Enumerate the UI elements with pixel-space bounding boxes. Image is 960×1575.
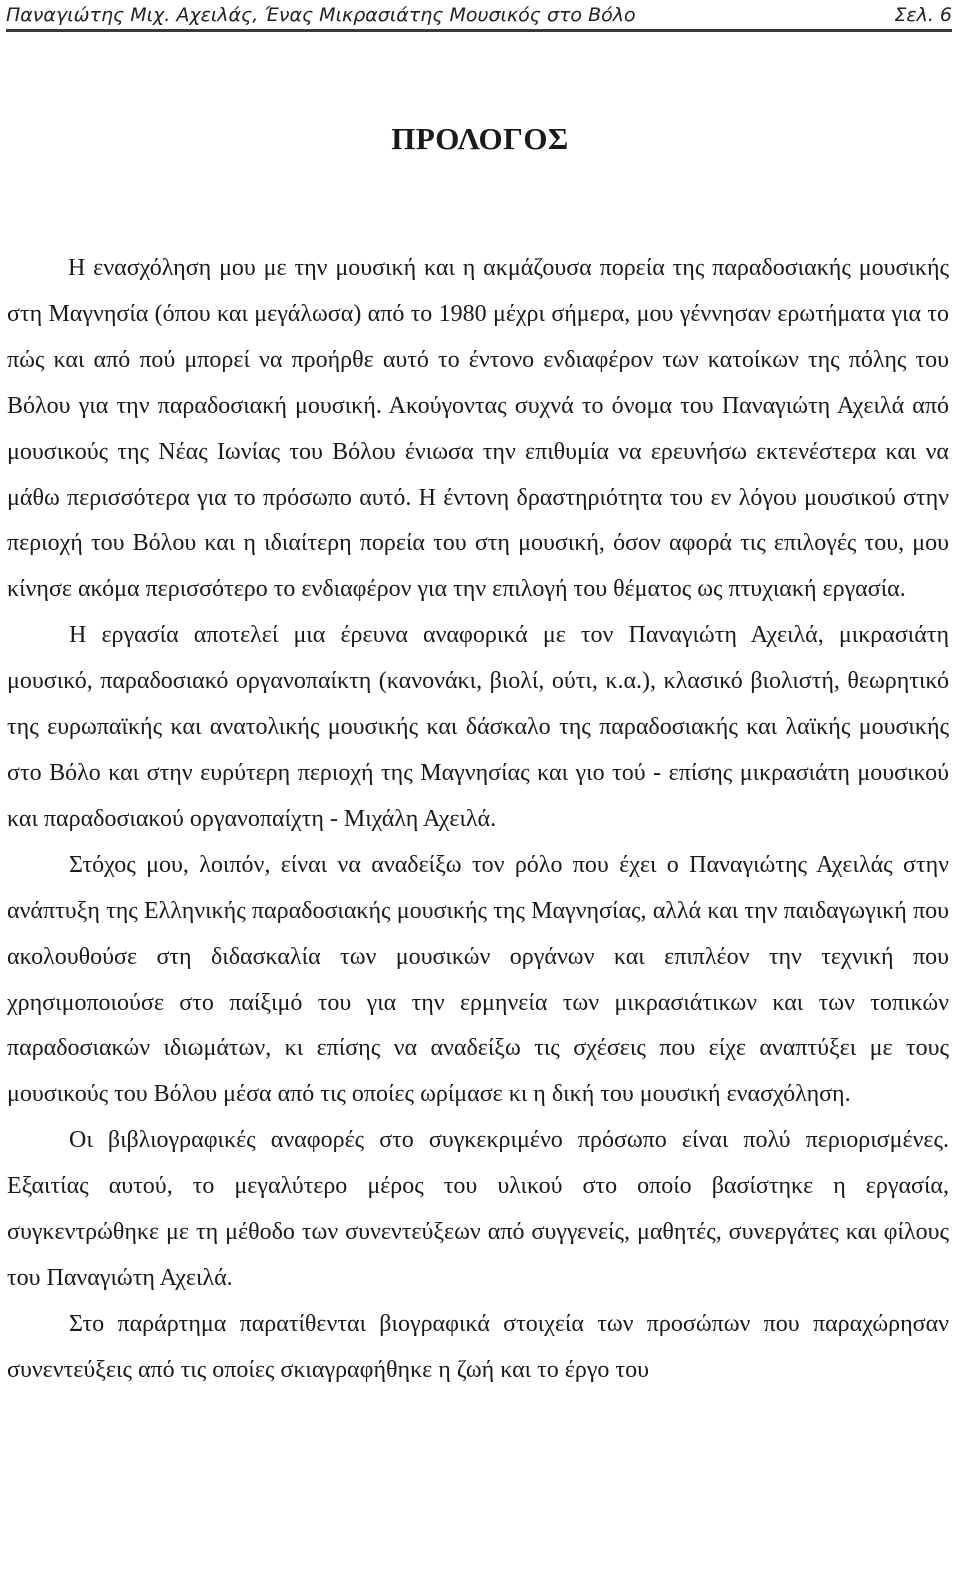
paragraph-1: Η ενασχόληση μου με την μουσική και η ακμάζουσα πορεία της παραδοσιακής μουσικής στη Μαγνησία (όπου και μεγάλωσα) από το 1980 μέχρι σήμερα, μου γέννησαν ερωτήματα για το πώς και από πού μπορεί να προήρθε αυτό το έντονο ενδιαφέρον των κατοίκων της πόλης του Βόλου για την παραδοσιακή μουσική. Ακούγοντας συχνά το όνομα του Παναγιώτη Αχειλά από μουσικούς της Νέας Ιωνίας του Βόλου ένιωσα την επιθυμία να ερευνήσω εκτενέστερα και να μάθω περισσότερα για το πρόσωπο αυτό. Η έντονη δραστηριότητα του εν λόγου μουσικού στην περιοχή του Βόλου και η ιδιαίτερη πορεία του στη μουσική, όσον αφορά τις επιλογές του, μου κίνησε ακόμα περισσότερο το ενδιαφέρον για την επιλογή του θέματος ως πτυχιακή εργασία. — [7, 255, 949, 603]
document-body — [7, 246, 949, 1394]
page-number: Σελ. 6 — [894, 4, 952, 26]
paragraph-2: Η εργασία αποτελεί μια έρευνα αναφορικά με τον Παναγιώτη Αχειλά, μικρασιάτη μουσικό, παραδοσιακό οργανοπαίκτη (κανονάκι, βιολί, ούτι, κ.α.), κλασικό βιολιστή, θεωρητικό της ευρωπαϊκής και ανατολικής μουσικής και δάσκαλο της παραδοσιακής και λαϊκής μουσικής στο Βόλο και στην ευρύτερη περιοχή της Μαγνησίας και γιο τού - επίσης μικρασιάτη μουσικού και παραδοσιακού οργανοπαίχτη - Μιχάλη Αχειλά. — [7, 622, 949, 832]
running-title: Παναγιώτης Μιχ. Αχειλάς, Ένας Μικρασιάτης Μουσικός στο Βόλο — [6, 4, 636, 26]
paragraph-5: Στο παράρτημα παρατίθενται βιογραφικά στοιχεία των προσώπων που παραχώρησαν συνεντεύξεις από τις οποίες σκιαγραφήθηκε η ζωή και το έργο του — [7, 1310, 949, 1383]
page-title: ΠΡΟΛΟΓΟΣ — [391, 121, 569, 156]
page-header — [6, 0, 952, 32]
paragraph-3: Στόχος μου, λοιπόν, είναι να αναδείξω τον ρόλο που έχει ο Παναγιώτης Αχειλάς στην ανάπτυξη της Ελληνικής παραδοσιακής μουσικής της Μαγνησίας, αλλά και την παιδαγωγική που ακολουθούσε στη διδασκαλία των μουσικών οργάνων και επιπλέον την τεχνική που χρησιμοποιούσε στο παίξιμό του για την ερμηνεία των μικρασιάτικων και των τοπικών παραδοσιακών ιδιωμάτων, κι επίσης να αναδείξω τις σχέσεις που είχε αναπτύξει με τους μουσικούς του Βόλου μέσα από τις οποίες ωρίμασε κι η δική του μουσική ενασχόληση. — [7, 851, 949, 1108]
paragraph-4: Οι βιβλιογραφικές αναφορές στο συγκεκριμένο πρόσωπο είναι πολύ περιορισμένες. Εξαιτίας αυτού, το μεγαλύτερο μέρος του υλικού στο οποίο βασίστηκε η εργασία, συγκεντρώθηκε με τη μέθοδο των συνεντεύξεων από συγγενείς, μαθητές, συνεργάτες και φίλους του Παναγιώτη Αχειλά. — [7, 1127, 949, 1291]
